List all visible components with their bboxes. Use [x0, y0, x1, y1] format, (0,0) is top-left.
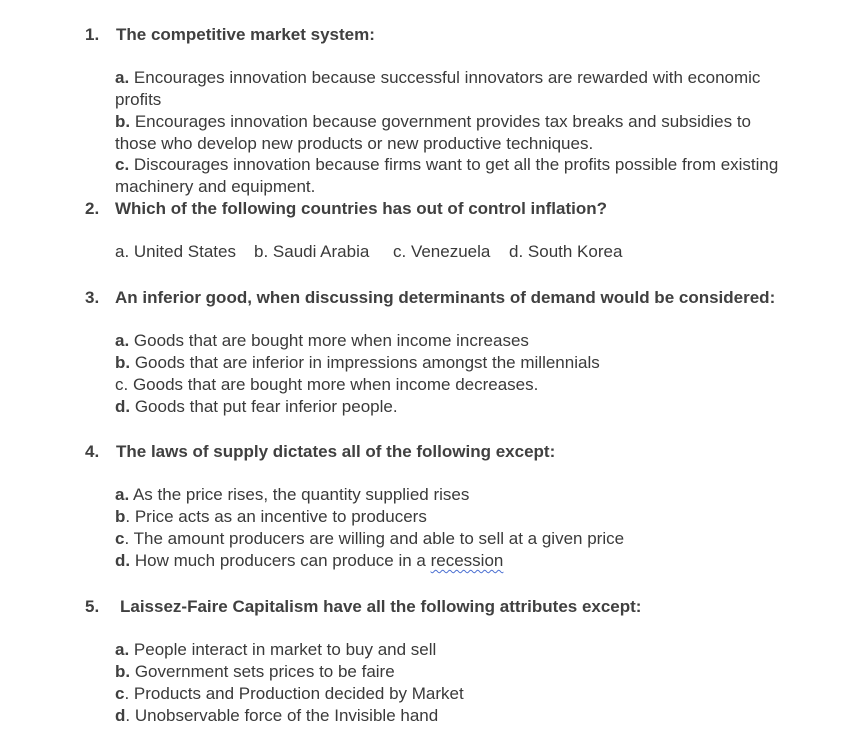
question-5-number: 5.: [85, 597, 100, 616]
question-1-option-a: [115, 67, 760, 89]
question-1-option-b-cont: those who develop new products or new productive techniques.: [115, 134, 594, 153]
option-text: Discourages innovation because firms want to get all the profits possible from existing: [129, 155, 779, 174]
question-5-option-a: [115, 639, 436, 661]
question-1-option-c-cont: machinery and equipment.: [115, 177, 316, 196]
spellcheck-flagged-word[interactable]: recession: [430, 551, 504, 570]
question-5-option-c: [115, 683, 464, 705]
question-3-text: An inferior good, when discussing determinants of demand would be considered:: [115, 288, 776, 307]
option-text: Government sets prices to be faire: [130, 662, 395, 681]
option-text: Goods that put fear inferior people.: [130, 397, 398, 416]
option-text: . Products and Production decided by Market: [124, 684, 464, 703]
question-3-option-c: [115, 374, 538, 396]
option-text: People interact in market to buy and sell: [129, 640, 437, 659]
question-2-option-b: b. Saudi Arabia: [254, 242, 370, 261]
question-2-number: 2.: [85, 199, 100, 218]
question-2-option-c: c. Venezuela: [393, 242, 491, 261]
question-2-option-d: d. South Korea: [509, 242, 623, 261]
question-1-option-c: [115, 154, 778, 176]
option-letter: c: [115, 684, 125, 703]
option-letter: c.: [115, 155, 130, 174]
option-text: . Price acts as an incentive to producers: [125, 507, 427, 526]
option-letter: a.: [115, 485, 130, 504]
question-1-option-b: [115, 111, 751, 133]
question-1-option-a-cont: profits: [115, 90, 162, 109]
option-letter: c: [115, 529, 125, 548]
option-letter: b: [115, 507, 126, 526]
option-text: How much producers can produce in a: [130, 551, 431, 570]
question-3-option-b: [115, 352, 600, 374]
option-text: Encourages innovation because successful innovators are rewarded with economic: [129, 68, 761, 87]
question-3-option-a: [115, 330, 529, 352]
option-letter: d: [115, 706, 126, 725]
question-3-number: 3.: [85, 288, 100, 307]
question-4-option-a: [115, 484, 469, 506]
option-text: . Goods that are bought more when income decreases.: [123, 375, 539, 394]
option-letter: b.: [115, 662, 131, 681]
option-letter: d.: [115, 397, 131, 416]
question-3-option-d: [115, 396, 398, 418]
option-letter: a.: [115, 68, 130, 87]
option-letter: c: [115, 375, 124, 394]
question-2-text: Which of the following countries has out of control inflation?: [115, 199, 608, 218]
option-text: Goods that are bought more when income increases: [129, 331, 529, 350]
question-5-text: Laissez-Faire Capitalism have all the following attributes except:: [120, 597, 642, 616]
question-5-option-d: [115, 705, 438, 727]
question-1-text: The competitive market system:: [116, 25, 375, 44]
option-letter: a.: [115, 640, 130, 659]
option-text: . Unobservable force of the Invisible hand: [125, 706, 439, 725]
question-4-option-c: [115, 528, 624, 550]
question-4-number: 4.: [85, 442, 100, 461]
question-4-option-b: [115, 506, 427, 528]
option-letter: d.: [115, 551, 131, 570]
option-letter: a.: [115, 331, 130, 350]
option-text: Encourages innovation because government provides tax breaks and subsidies to: [130, 112, 751, 131]
question-5-option-b: [115, 661, 395, 683]
question-4-option-d: [115, 550, 503, 572]
question-4-text: The laws of supply dictates all of the following except:: [116, 442, 556, 461]
option-text: Goods that are inferior in impressions amongst the millennials: [130, 353, 600, 372]
option-letter: b.: [115, 353, 131, 372]
option-letter: b.: [115, 112, 131, 131]
option-text: . The amount producers are willing and able to sell at a given price: [124, 529, 625, 548]
option-text: As the price rises, the quantity supplied rises: [129, 485, 470, 504]
question-1-number: 1.: [85, 25, 100, 44]
question-2-option-a: a. United States: [115, 242, 236, 261]
